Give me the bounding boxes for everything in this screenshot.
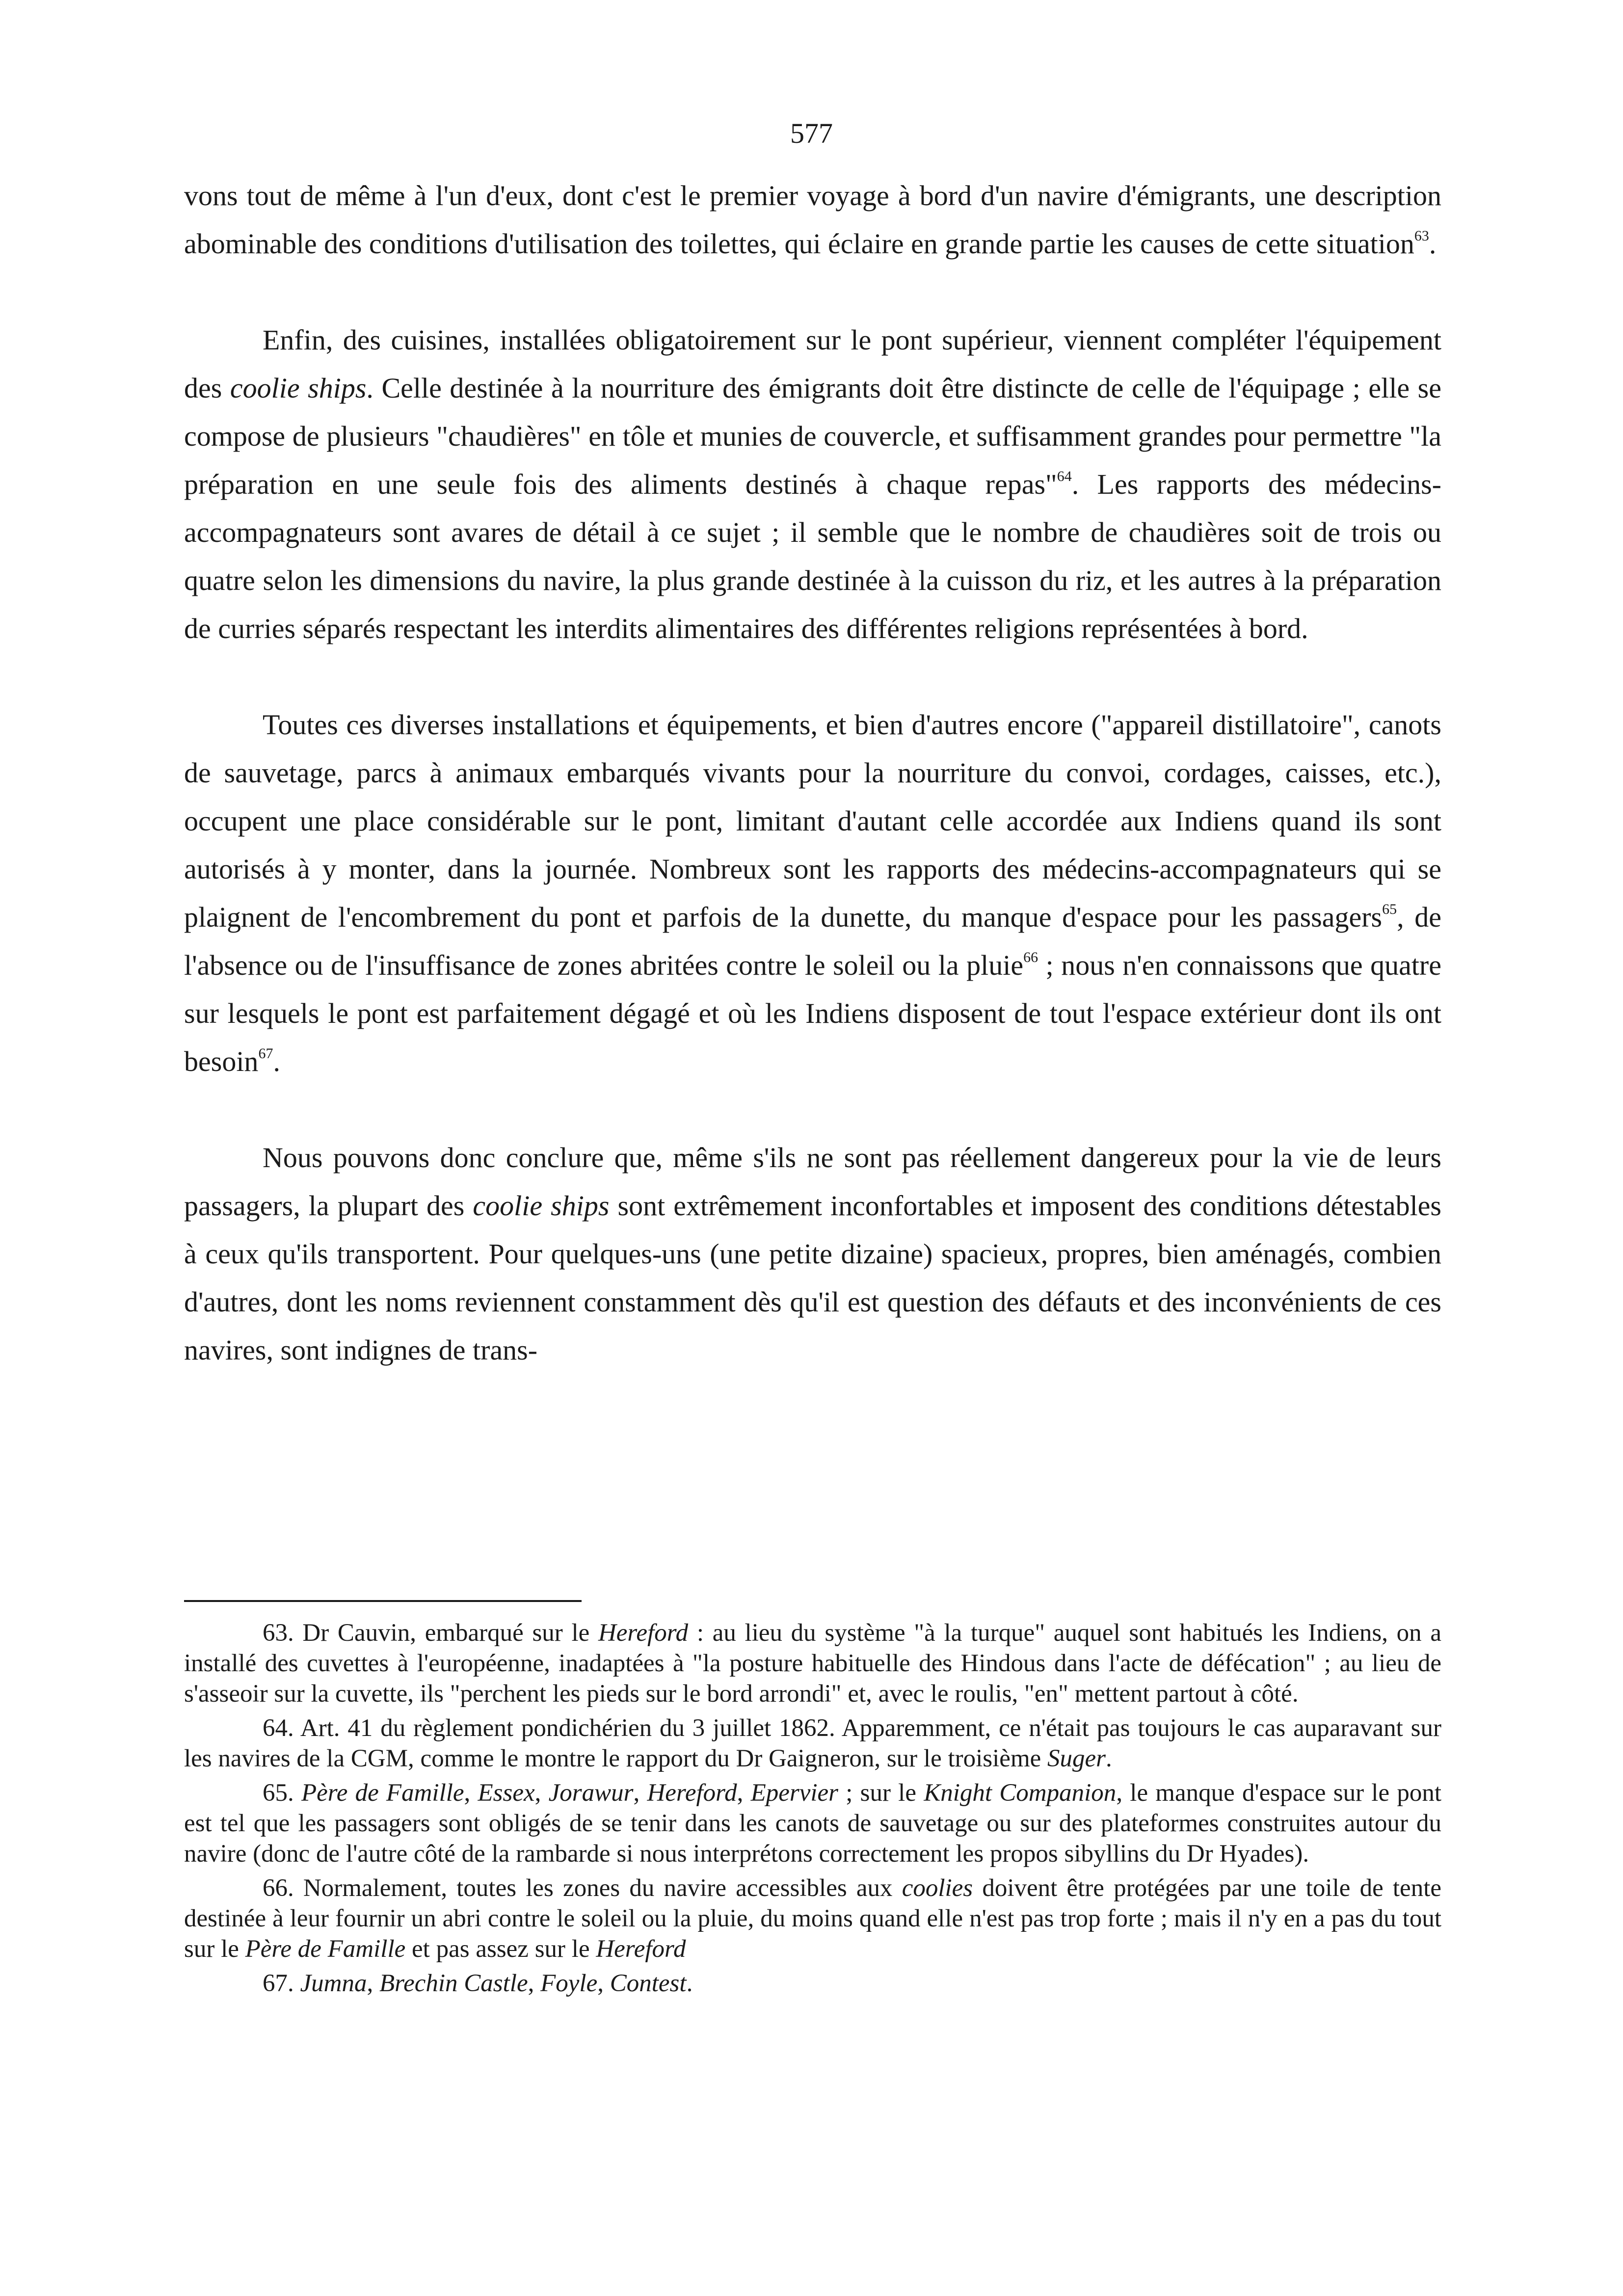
text-run: , <box>464 1779 478 1807</box>
footnote-66 <box>184 1873 1441 1964</box>
paragraph-2 <box>184 316 1441 653</box>
paragraph-4 <box>184 1134 1441 1374</box>
text-run: , <box>633 1779 647 1807</box>
footnote-ref-66[interactable]: 66 <box>1023 949 1038 965</box>
italic-term: Hereford <box>647 1779 737 1807</box>
footnotes <box>184 1618 1441 2002</box>
text-run: . Celle destinée à la nourriture des émigrants doit être distincte de celle de l'équipage ; elle se compose de plusieurs "chaudières" en tôle et munies de couvercle, et suffisamment grandes pour permettre "la préparation en une seule fois des aliments destinés à chaque repas" <box>184 372 1441 500</box>
italic-term: Hereford <box>598 1619 689 1647</box>
page-number: 577 <box>790 117 833 149</box>
text-run: Toutes ces diverses installations et équipements, et bien d'autres encore ("appareil distillatoire", canots de sauvetage, parcs à animaux embarqués vivants pour la nourriture du convoi, cordages, caisses, etc.), occupent une place considérable sur le pont, limitant d'autant celle accordée aux Indiens quand ils sont autorisés à y monter, dans la journée. Nombreux sont les rapports des médecins-accompagnateurs qui se plaignent de l'encombrement du pont et parfois de la dunette, du manque d'espace pour les passagers <box>184 709 1441 933</box>
italic-term: Foyle <box>540 1970 598 1997</box>
text-run: 64. Art. 41 du règlement pondichérien du 3 juillet 1862. Apparemment, ce n'était pas toujours le cas auparavant sur les navires de la CGM, comme le montre le rapport du Dr Gaigneron, sur le troisième <box>184 1714 1441 1772</box>
text-run: , <box>528 1970 541 1997</box>
footnote-65 <box>184 1778 1441 1869</box>
text-run: Enfin, des cuisines, installées obligatoirement sur le pont supérieur, viennent compléter l'équipement des <box>184 324 1441 404</box>
italic-term: Knight Companion <box>924 1779 1117 1807</box>
text-run: , de l'absence ou de l'insuffisance de zones abritées contre le soleil ou la pluie <box>184 901 1441 981</box>
text-run: Nous pouvons donc conclure que, même s'ils ne sont pas réellement dangereux pour la vie de leurs passagers, la plupart des <box>184 1142 1441 1222</box>
italic-term: Brechin Castle <box>379 1970 528 1997</box>
italic-term: Suger <box>1047 1745 1106 1772</box>
italic-term: Contest <box>610 1970 687 1997</box>
footnote-67 <box>184 1968 1441 1999</box>
text-run: , <box>597 1970 610 1997</box>
footnote-separator <box>184 1600 582 1602</box>
text-run: sont extrêmement inconfortables et imposent des conditions détestables à ceux qu'ils transportent. Pour quelques-uns (une petite dizaine) spacieux, propres, bien aménagés, combien d'autres, dont les noms reviennent constamment dès qu'il est question des défauts et des inconvénients de ces navires, sont indignes de trans- <box>184 1190 1441 1366</box>
footnote-64 <box>184 1713 1441 1774</box>
italic-term: coolie ships <box>473 1190 610 1222</box>
text-run: ; nous n'en connaissons que quatre sur lesquels le pont est parfaitement dégagé et où les Indiens disposent de tout l'espace extérieur dont ils ont besoin <box>184 949 1441 1077</box>
text-run: . <box>1429 228 1437 260</box>
footnote-ref-64[interactable]: 64 <box>1057 468 1072 484</box>
italic-term: Père de Famille <box>301 1779 464 1807</box>
text-run: 65. <box>263 1779 301 1807</box>
italic-term: Essex <box>478 1779 535 1807</box>
footnote-ref-65[interactable]: 65 <box>1382 901 1397 917</box>
body-text <box>184 172 1441 1422</box>
footnote-ref-63[interactable]: 63 <box>1414 228 1429 244</box>
text-run: , <box>367 1970 379 1997</box>
text-run: doivent être protégées par une toile de tente destinée à leur fournir un abri contre le soleil ou la pluie, du moins quand elle n'est pas trop forte ; mais il n'y en a pas du tout sur le <box>184 1874 1441 1963</box>
text-run: , le manque d'espace sur le pont est tel que les passagers sont obligés de se tenir dans les canots de sauvetage ou sur des plateformes construites autour du navire (donc de l'autre côté de la rambarde si nous interprétons correctement les propos sibyllins du Dr Hyades). <box>184 1779 1441 1868</box>
italic-term: Père de Famille <box>245 1935 406 1963</box>
text-run: . <box>1106 1745 1112 1772</box>
footnote-ref-67[interactable]: 67 <box>258 1045 273 1062</box>
italic-term: Epervier <box>750 1779 839 1807</box>
italic-term: Jorawur <box>548 1779 634 1807</box>
text-run: , <box>534 1779 549 1807</box>
text-run: et pas assez sur le <box>405 1935 596 1963</box>
text-run: 66. Normalement, toutes les zones du navire accessibles aux <box>263 1874 902 1902</box>
text-run: ; sur le <box>838 1779 924 1807</box>
italic-term: coolies <box>902 1874 973 1902</box>
text-run: . <box>686 1970 693 1997</box>
text-run: 67. <box>263 1970 300 1997</box>
italic-term: coolie ships <box>230 372 367 404</box>
text-run: vons tout de même à l'un d'eux, dont c'est le premier voyage à bord d'un navire d'émigrants, une description abominable des conditions d'utilisation des toilettes, qui éclaire en grande partie les causes de cette situation <box>184 180 1441 260</box>
italic-term: Jumna <box>300 1970 367 1997</box>
italic-term: Hereford <box>596 1935 686 1963</box>
text-run: 63. Dr Cauvin, embarqué sur le <box>263 1619 598 1647</box>
text-run: . Les rapports des médecins-accompagnateurs sont avares de détail à ce sujet ; il semble que le nombre de chaudières soit de trois ou quatre selon les dimensions du navire, la plus grande destinée à la cuisson du riz, et les autres à la préparation de curries séparés respectant les interdits alimentaires des différentes religions représentées à bord. <box>184 468 1442 644</box>
paragraph-3 <box>184 701 1441 1086</box>
text-run: , <box>737 1779 751 1807</box>
text-run: . <box>273 1045 280 1077</box>
footnote-63 <box>184 1618 1441 1709</box>
paragraph-1 <box>184 172 1441 268</box>
text-run: : au lieu du système "à la turque" auquel sont habitués les Indiens, on a installé des cuvettes à l'européenne, inadaptées à "la posture habituelle des Hindous dans l'acte de défécation" ; au lieu de s'asseoir sur la cuvette, ils "perchent les pieds sur le bord arrondi" et, avec le roulis, "en" mettent partout à côté. <box>184 1619 1442 1708</box>
